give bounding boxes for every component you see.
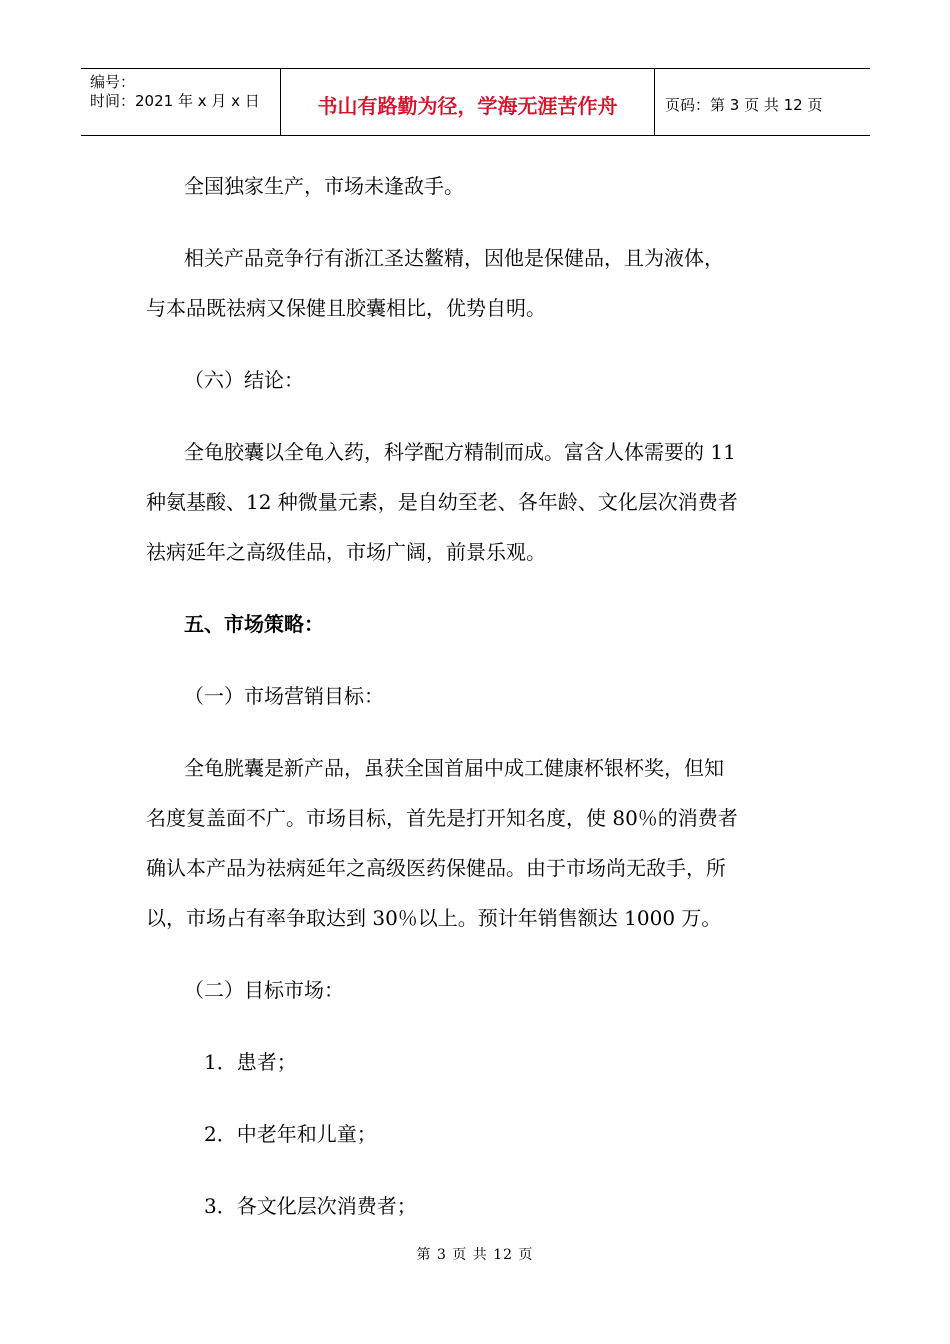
page-footer — [0, 1244, 950, 1264]
paragraph-goal-line-3: 确认本产品为祛病延年之高级医药保健品。由于市场尚无敌手，所 — [146, 856, 726, 880]
header-meta-cell — [81, 69, 281, 135]
paragraph-conclusion-line-3: 祛病延年之高级佳品，市场广阔，前景乐观。 — [146, 540, 546, 564]
paragraph-conclusion-line-2: 种氨基酸、12 种微量元素，是自幼至老、各年龄、文化层次消费者 — [146, 490, 738, 514]
list-item-all-consumers: 3．各文化层次消费者； — [204, 1194, 417, 1218]
paragraph-goal-line-4: 以，市场占有率争取达到 30％以上。预计年销售额达 1000 万。 — [146, 906, 722, 930]
section-heading-conclusion: （六）结论： — [184, 368, 304, 392]
paragraph-conclusion-line-1: 全龟胶囊以全龟入药，科学配方精制而成。富含人体需要的 11 — [184, 440, 736, 464]
paragraph-goal-line-1: 全龟胱囊是新产品，虽获全国首届中成工健康杯银杯奖，但知 — [184, 756, 724, 780]
header-page-cell — [655, 69, 870, 135]
document-date-label: 时间：2021 年 x 月 x 日 — [90, 92, 260, 110]
document-number-label: 编号： — [90, 73, 136, 91]
list-item-patients: 1．患者； — [204, 1050, 297, 1074]
chapter-heading-market-strategy: 五、市场策略： — [184, 612, 324, 636]
paragraph-goal-line-2: 名度复盖面不广。市场目标，首先是打开知名度，使 80％的消费者 — [146, 806, 738, 830]
header-motto-cell — [281, 69, 655, 135]
section-heading-marketing-goal: （一）市场营销目标： — [184, 684, 384, 708]
header-motto: 书山有路勤为径，学海无涯苦作舟 — [317, 93, 618, 118]
list-item-elderly-children: 2．中老年和儿童； — [204, 1122, 377, 1146]
paragraph-competition-line-1: 相关产品竞争行有浙江圣达鳖精，因他是保健品，且为液体， — [184, 246, 724, 270]
footer-page-number: 第 3 页 共 12 页 — [416, 1247, 534, 1263]
header-page-label: 页码：第 3 页 共 12 页 — [665, 95, 823, 114]
document-header — [81, 68, 870, 136]
paragraph-competition-line-2: 与本品既祛病又保健且胶囊相比，优势自明。 — [146, 296, 546, 320]
paragraph-exclusive-production: 全国独家生产，市场未逢敌手。 — [184, 174, 464, 198]
section-heading-target-market: （二）目标市场： — [184, 978, 344, 1002]
